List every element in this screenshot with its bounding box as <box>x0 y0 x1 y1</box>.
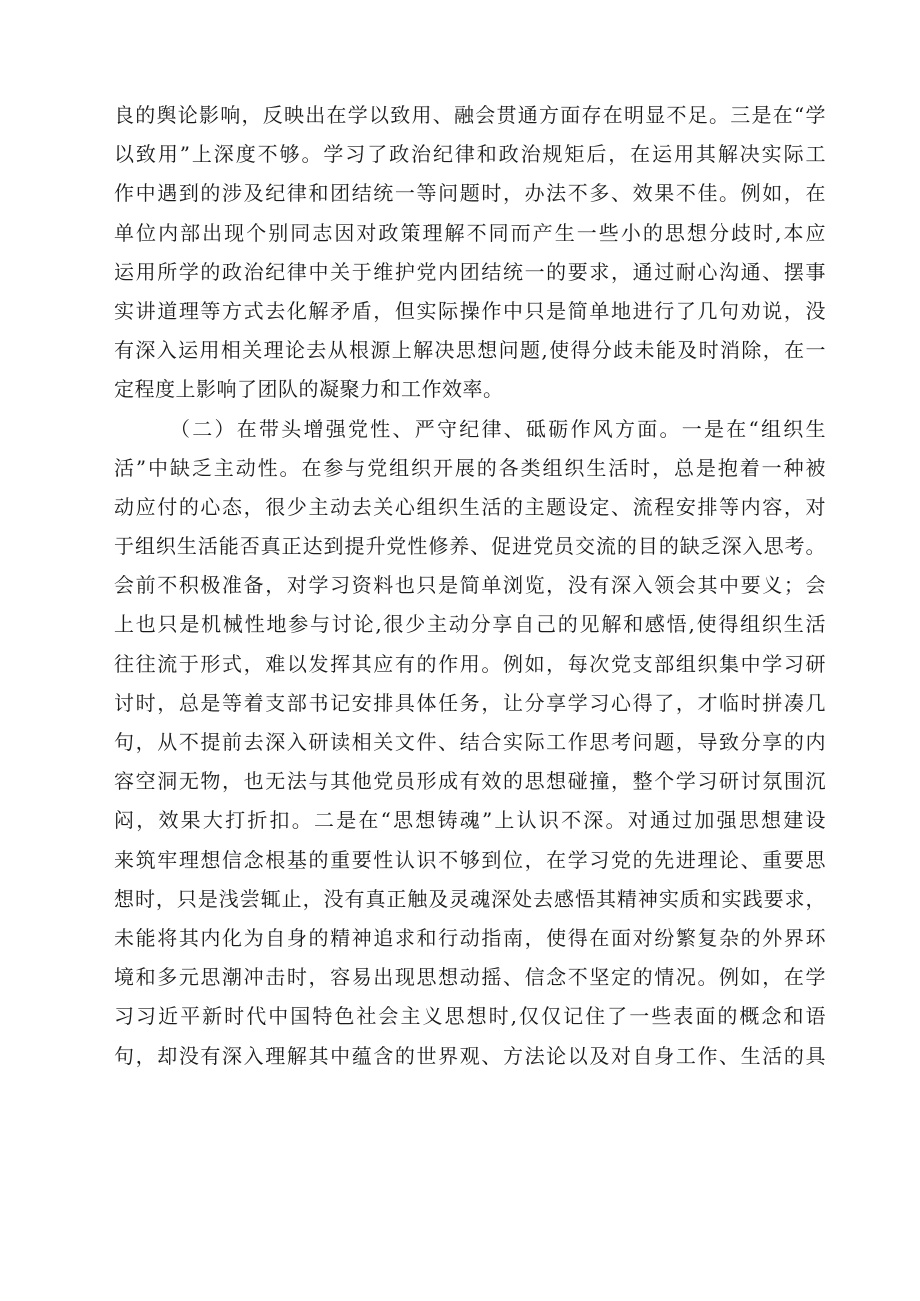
text-line: 运用所学的政治纪律中关于维护党内团结统一的要求，通过耐心沟通、摆事 <box>114 259 826 284</box>
paragraph-1 <box>114 96 826 410</box>
text-line: 有深入运用相关理论去从根源上解决思想问题,使得分歧未能及时消除，在一 <box>114 338 826 363</box>
text-line: 句，从不提前去深入研读相关文件、结合实际工作思考问题，导致分享的内 <box>114 730 826 754</box>
text-line: 想时，只是浅尝辄止，没有真正触及灵魂深处去感悟其精神实质和实践要求， <box>114 886 826 911</box>
text-line: 良的舆论影响，反映出在学以致用、融会贯通方面存在明显不足。三是在“学 <box>114 103 826 127</box>
text-line: 境和多元思潮冲击时，容易出现思想动摇、信念不坚定的情况。例如，在学 <box>114 965 826 990</box>
text-line: 作中遇到的涉及纪律和团结统一等问题时，办法不多、效果不佳。例如，在 <box>114 181 826 206</box>
text-line: 容空洞无物，也无法与其他党员形成有效的思想碰撞，整个学习研讨氛围沉 <box>114 769 826 794</box>
text-line: 往往流于形式，难以发挥其应有的作用。例如，每次党支部组织集中学习研 <box>114 651 826 676</box>
text-line: 单位内部出现个别同志因对政策理解不同而产生一些小的思想分歧时,本应 <box>114 220 826 245</box>
text-line: 动应付的心态，很少主动去关心组织生活的主题设定、流程安排等内容，对 <box>114 494 826 519</box>
text-line: 闷，效果大打折扣。二是在“思想铸魂”上认识不深。对通过加强思想建设 <box>114 808 826 833</box>
text-line: 活”中缺乏主动性。在参与党组织开展的各类组织生活时，总是抱着一种被 <box>114 455 826 480</box>
text-line: 习习近平新时代中国特色社会主义思想时,仅仅记住了一些表面的概念和语 <box>114 1004 826 1029</box>
text-line: 以致用”上深度不够。学习了政治纪律和政治规矩后，在运用其解决实际工 <box>114 142 826 167</box>
text-line: 未能将其内化为自身的精神追求和行动指南，使得在面对纷繁复杂的外界环 <box>114 925 826 950</box>
paragraph-2 <box>114 410 826 1076</box>
text-line: 实讲道理等方式去化解矛盾，但实际操作中只是简单地进行了几句劝说，没 <box>114 298 826 323</box>
text-line: 讨时，总是等着支部书记安排具体任务，让分享学习心得了，才临时拼凑几 <box>114 690 826 715</box>
text-line: 上也只是机械性地参与讨论,很少主动分享自己的见解和感悟,使得组织生活 <box>114 612 826 637</box>
text-line: 来筑牢理想信念根基的重要性认识不够到位，在学习党的先进理论、重要思 <box>114 847 826 872</box>
text-line: 会前不积极准备，对学习资料也只是简单浏览，没有深入领会其中要义；会 <box>114 573 826 598</box>
document-body <box>114 96 826 1076</box>
text-line: 定程度上影响了团队的凝聚力和工作效率。 <box>114 377 504 402</box>
text-line: （二）在带头增强党性、严守纪律、砥砺作风方面。一是在“组织生 <box>170 416 826 441</box>
text-line: 于组织生活能否真正达到提升党性修养、促进党员交流的目的缺乏深入思考。 <box>114 534 826 559</box>
text-line: 句，却没有深入理解其中蕴含的世界观、方法论以及对自身工作、生活的具 <box>114 1043 826 1068</box>
